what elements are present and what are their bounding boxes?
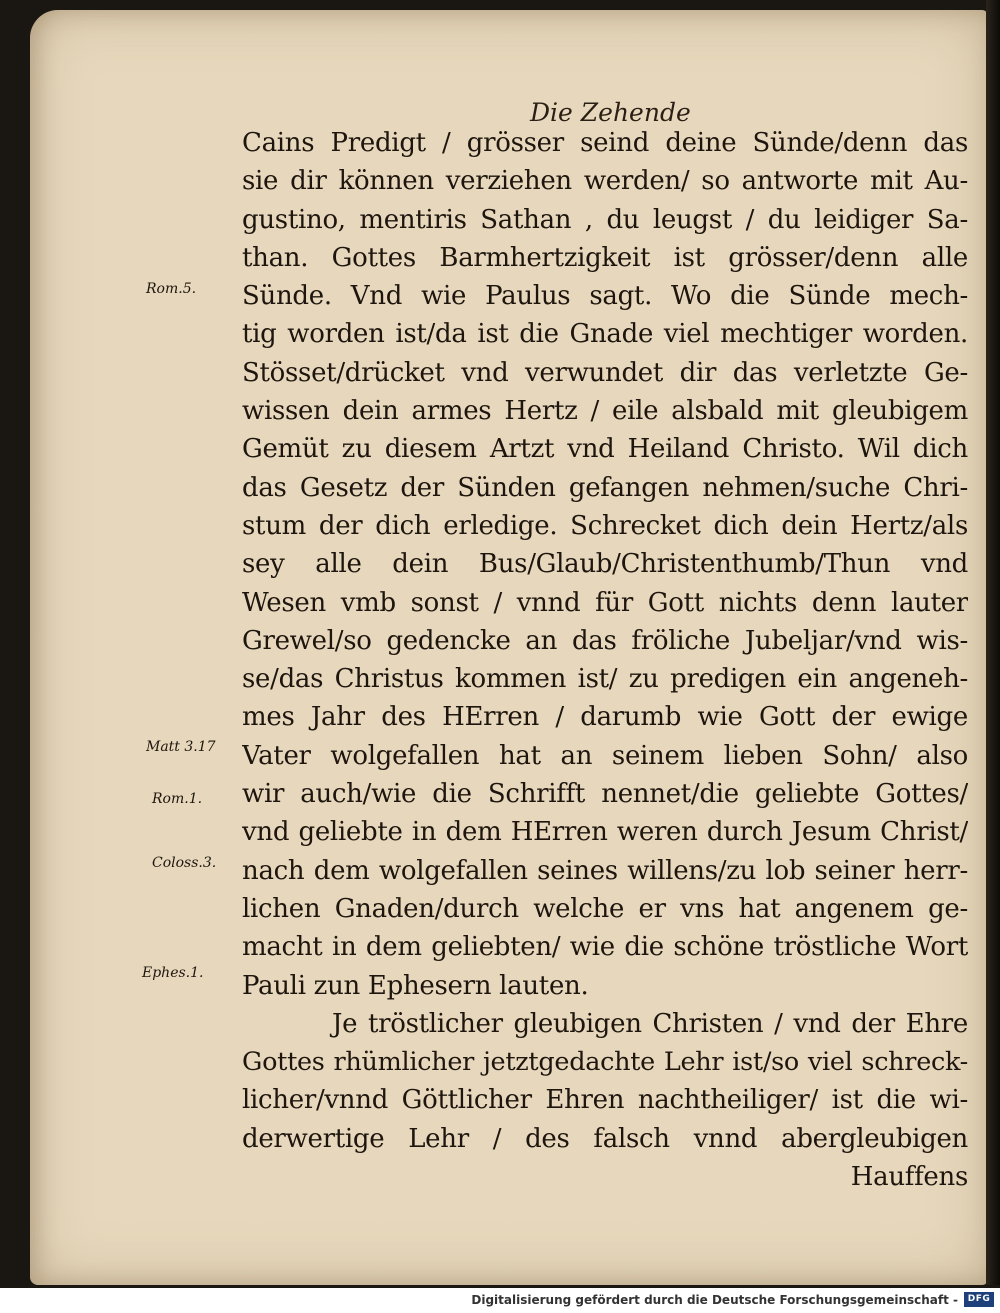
running-head: Die Zehende <box>530 98 691 127</box>
footer-credit: Digitalisierung gefördert durch die Deutsche Forschungsgemeinschaft - <box>471 1293 958 1307</box>
marginal-note-coloss: Coloss.3. <box>152 855 217 871</box>
text-line: derwertige Lehr / des falsch vnnd abergleubigen <box>242 1123 968 1154</box>
text-line: Cains Predigt / grösser seind deine Sünde/denn das <box>242 128 968 158</box>
text-line: licher/vnnd Göttlicher Ehren nachtheiliger/ ist die wi- <box>242 1085 968 1116</box>
dfg-logo: DFG <box>964 1292 994 1307</box>
text-line: wir auch/wie die Schrifft nennet/die geliebte Gottes/ <box>242 779 968 810</box>
text-line: Vater wolgefallen hat an seinem lieben Sohn/ also <box>242 740 968 771</box>
text-line: tig worden ist/da ist die Gnade viel mechtiger worden. <box>242 319 968 350</box>
marginal-note-matt: Matt 3.17 <box>146 739 216 755</box>
text-line: macht in dem geliebten/ wie die schöne tröstliche Wort <box>242 932 968 963</box>
marginal-note-ephes: Ephes.1. <box>142 965 204 981</box>
text-line: Sünde. Vnd wie Paulus sagt. Wo die Sünde mech- <box>242 281 968 312</box>
main-text <box>242 124 968 1196</box>
text-line: Wesen vmb sonst / vnnd für Gott nichts denn lauter <box>242 587 968 618</box>
text-line: Pauli zun Ephesern lauten. <box>242 970 589 1001</box>
text-line: sie dir können verziehen werden/ so antworte mit Au- <box>242 166 968 197</box>
marginal-note-rom5: Rom.5. <box>146 281 197 297</box>
text-line: Gemüt zu diesem Artzt vnd Heiland Christo. Wil dich <box>242 434 968 465</box>
catchword: Hauffens <box>850 1162 968 1193</box>
book-edge <box>986 0 1000 1285</box>
text-line: stum der dich erledige. Schrecket dich dein Hertz/als <box>242 510 968 541</box>
text-line: Gottes rhümlicher jetztgedachte Lehr ist/so viel schreck- <box>242 1047 968 1078</box>
text-line: vnd geliebte in dem HErren weren durch Jesum Christ/ <box>242 817 968 848</box>
text-line: Grewel/so gedencke an das fröliche Jubeljar/vnd wis- <box>242 625 968 656</box>
text-line: nach dem wolgefallen seines willens/zu lob seiner herr- <box>242 855 968 886</box>
text-line: das Gesetz der Sünden gefangen nehmen/suche Chri- <box>242 472 968 503</box>
text-line: lichen Gnaden/durch welche er vns hat angenem ge- <box>242 893 968 924</box>
text-line: gustino, mentiris Sathan , du leugst / du leidiger Sa- <box>242 204 968 235</box>
digitization-footer <box>0 1288 1000 1313</box>
text-line: Je tröstlicher gleubigen Christen / vnd der Ehre <box>332 1008 968 1039</box>
marginal-note-rom1: Rom.1. <box>152 791 203 807</box>
text-line: Stösset/drücket vnd verwundet dir das verletzte Ge- <box>242 357 968 388</box>
text-line: mes Jahr des HErren / darumb wie Gott der ewige <box>242 702 968 733</box>
text-line: sey alle dein Bus/Glaub/Christenthumb/Thun vnd <box>242 549 968 580</box>
text-line: than. Gottes Barmhertzigkeit ist grösser/denn alle <box>242 242 968 273</box>
text-line: wissen dein armes Hertz / eile alsbald mit gleubigem <box>242 396 968 427</box>
text-line: se/das Christus kommen ist/ zu predigen ein angeneh- <box>242 664 968 695</box>
